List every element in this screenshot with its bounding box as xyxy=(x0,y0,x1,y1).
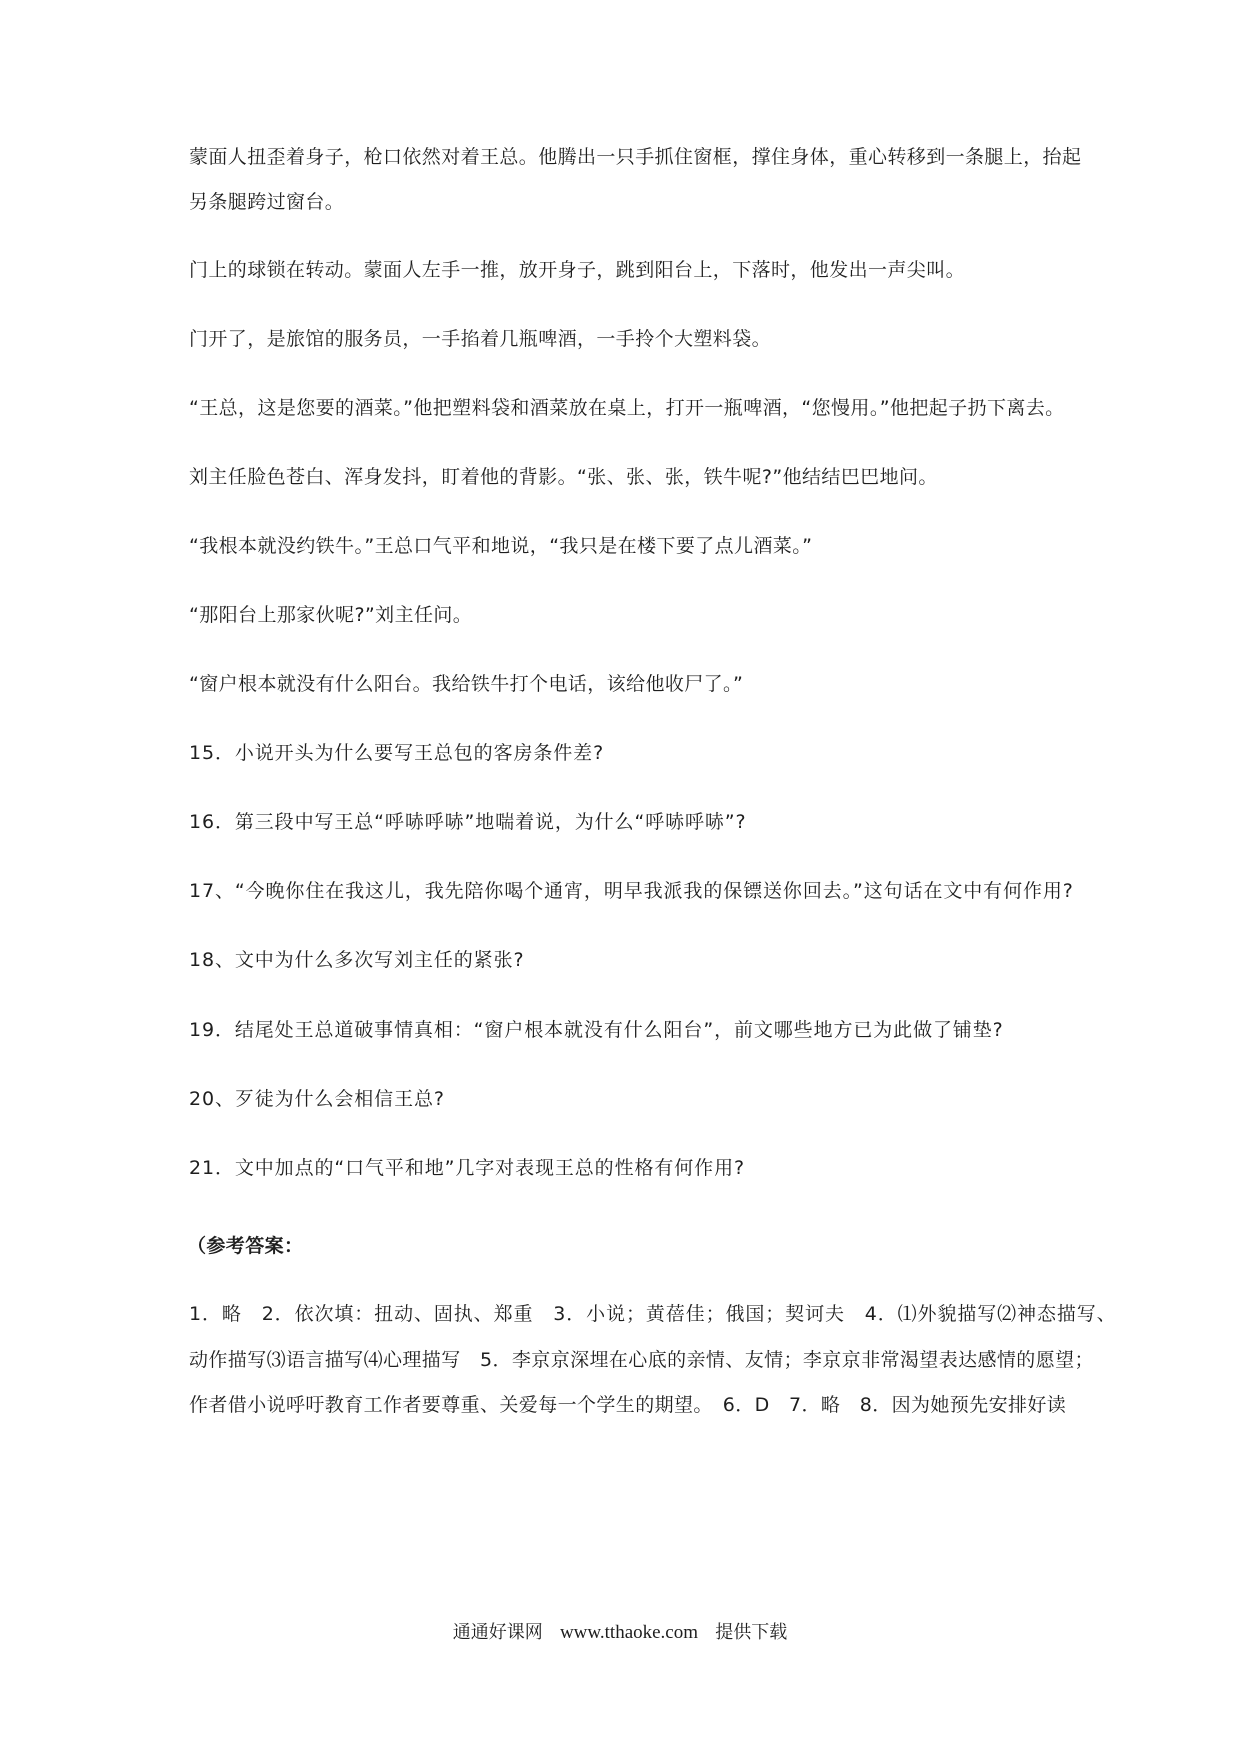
question-19: 19．结尾处王总道破事情真相：“窗户根本就没有什么阳台”，前文哪些地方已为此做了铺垫? xyxy=(189,1019,1004,1041)
question-20: 20、歹徒为什么会相信王总? xyxy=(189,1088,445,1110)
story-paragraph-1-line-1: 蒙面人扭歪着身子，枪口依然对着王总。他腾出一只手抓住窗框，撑住身体，重心转移到一条腿上，抬起 xyxy=(189,146,1082,168)
story-paragraph-3: 门开了，是旅馆的服务员，一手掐着几瓶啤酒，一手拎个大塑料袋。 xyxy=(189,328,772,350)
page-footer xyxy=(0,1621,1240,1645)
story-paragraph-6: “我根本就没约铁牛。”王总口气平和地说，“我只是在楼下要了点儿酒菜。” xyxy=(189,535,813,557)
story-paragraph-7: “那阳台上那家伙呢?”刘主任问。 xyxy=(189,604,473,626)
question-21: 21．文中加点的“口气平和地”几字对表现王总的性格有何作用? xyxy=(189,1157,745,1179)
story-paragraph-8: “窗户根本就没有什么阳台。我给铁牛打个电话，该给他收尸了。” xyxy=(189,673,744,695)
question-16: 16．第三段中写王总“呼哧呼哧”地喘着说，为什么“呼哧呼哧”? xyxy=(189,811,747,833)
footer-suffix: 提供下载 xyxy=(715,1622,788,1643)
question-15: 15．小说开头为什么要写王总包的客房条件差? xyxy=(189,742,605,764)
story-paragraph-2: 门上的球锁在转动。蒙面人左手一推，放开身子，跳到阳台上，下落时，他发出一声尖叫。 xyxy=(189,259,966,281)
footer-site-name: 通通好课网 xyxy=(452,1622,543,1643)
answers-line-2: 动作描写⑶语言描写⑷心理描写 5．李京京深埋在心底的亲情、友情；李京京非常渴望表达感情的愿望； xyxy=(189,1349,1094,1371)
story-paragraph-4: “王总，这是您要的酒菜。”他把塑料袋和酒菜放在桌上，打开一瓶啤酒，“您慢用。”他把起子扔下离去。 xyxy=(189,397,1065,419)
story-paragraph-1-line-2: 另条腿跨过窗台。 xyxy=(189,191,345,213)
question-18: 18、文中为什么多次写刘主任的紧张? xyxy=(189,949,525,971)
question-17: 17、“今晚你住在我这儿，我先陪你喝个通宵，明早我派我的保镖送你回去。”这句话在文中有何作用? xyxy=(189,880,1074,902)
answers-line-1: 1．略 2．依次填：扭动、固执、郑重 3．小说；黄蓓佳；俄国；契诃夫 4．⑴外貌描写⑵神态描写、 xyxy=(189,1303,1117,1325)
footer-url-link[interactable]: www.tthaoke.com xyxy=(559,1622,699,1643)
answers-heading: （参考答案： xyxy=(187,1235,304,1257)
story-paragraph-5: 刘主任脸色苍白、浑身发抖，盯着他的背影。“张、张、张，铁牛呢?”他结结巴巴地问。 xyxy=(189,466,938,488)
answers-line-3: 作者借小说呼吁教育工作者要尊重、关爱每一个学生的期望。 6．D 7．略 8．因为她预先安排好读 xyxy=(189,1394,1067,1416)
